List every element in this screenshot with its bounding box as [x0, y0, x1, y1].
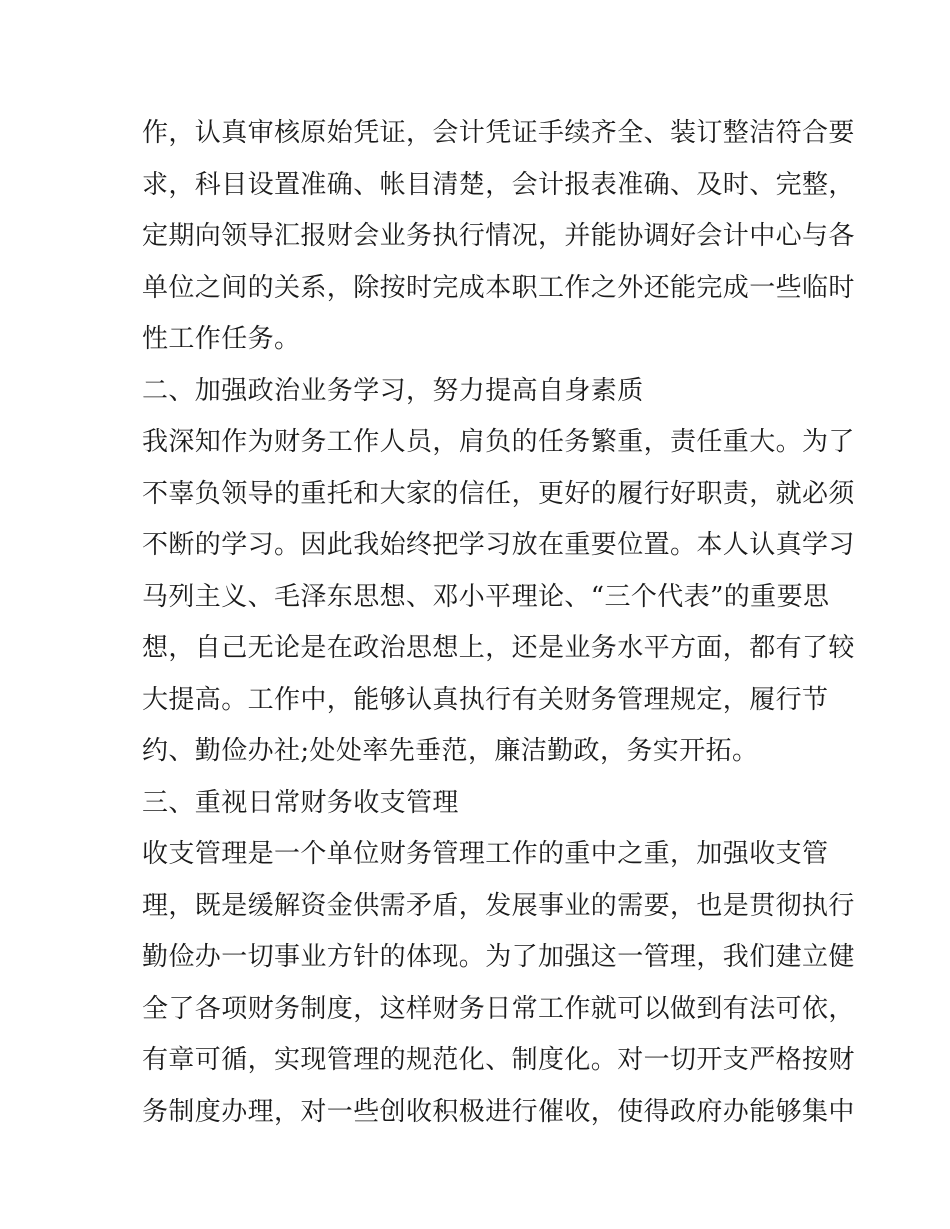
paragraph-line: 大提高。工作中，能够认真执行有关财务管理规定，履行节 — [142, 684, 829, 715]
paragraph-line: 收支管理是一个单位财务管理工作的重中之重，加强收支管 — [142, 839, 829, 869]
paragraph-line: 性工作任务。 — [142, 324, 301, 354]
paragraph-line: 勤俭办一切事业方针的体现。为了加强这一管理，我们建立健 — [142, 942, 855, 972]
paragraph-line: 全了各项财务制度，这样财务日常工作就可以做到有法可依， — [142, 993, 855, 1024]
section-heading: 二、加强政治业务学习，努力提高自身素质 — [142, 375, 644, 406]
paragraph-line: 理，既是缓解资金供需矛盾，发展事业的需要，也是贯彻执行 — [142, 890, 855, 921]
paragraph-line: 作，认真审核原始凭证，会计凭证手续齐全、装订整洁符合要 — [142, 118, 855, 148]
paragraph-line: 单位之间的关系，除按时完成本职工作之外还能完成一些临时 — [142, 272, 855, 303]
paragraph-line: 不断的学习。因此我始终把学习放在重要位置。本人认真学习 — [142, 530, 855, 560]
paragraph-line: 约、勤俭办社;处处率先垂范，廉洁勤政，务实开拓。 — [142, 736, 759, 766]
section-heading: 三、重视日常财务收支管理 — [142, 787, 459, 818]
paragraph-line: 想，自己无论是在政治思想上，还是业务水平方面，都有了较 — [142, 633, 855, 663]
paragraph-line: 马列主义、毛泽东思想、邓小平理论、“三个代表”的重要思 — [142, 581, 830, 612]
document-body — [142, 108, 855, 1138]
paragraph-line: 不辜负领导的重托和大家的信任，更好的履行好职责，就必须 — [142, 478, 855, 509]
paragraph-line: 务制度办理，对一些创收积极进行催收，使得政府办能够集中 — [142, 1096, 855, 1127]
paragraph-line: 有章可循，实现管理的规范化、制度化。对一切开支严格按财 — [142, 1045, 855, 1075]
paragraph-line: 定期向领导汇报财会业务执行情况，并能协调好会计中心与各 — [142, 221, 855, 251]
paragraph-line: 求，科目设置准确、帐目清楚，会计报表准确、及时、完整， — [142, 169, 855, 200]
paragraph-line: 我深知作为财务工作人员，肩负的任务繁重，责任重大。为了 — [142, 427, 855, 457]
